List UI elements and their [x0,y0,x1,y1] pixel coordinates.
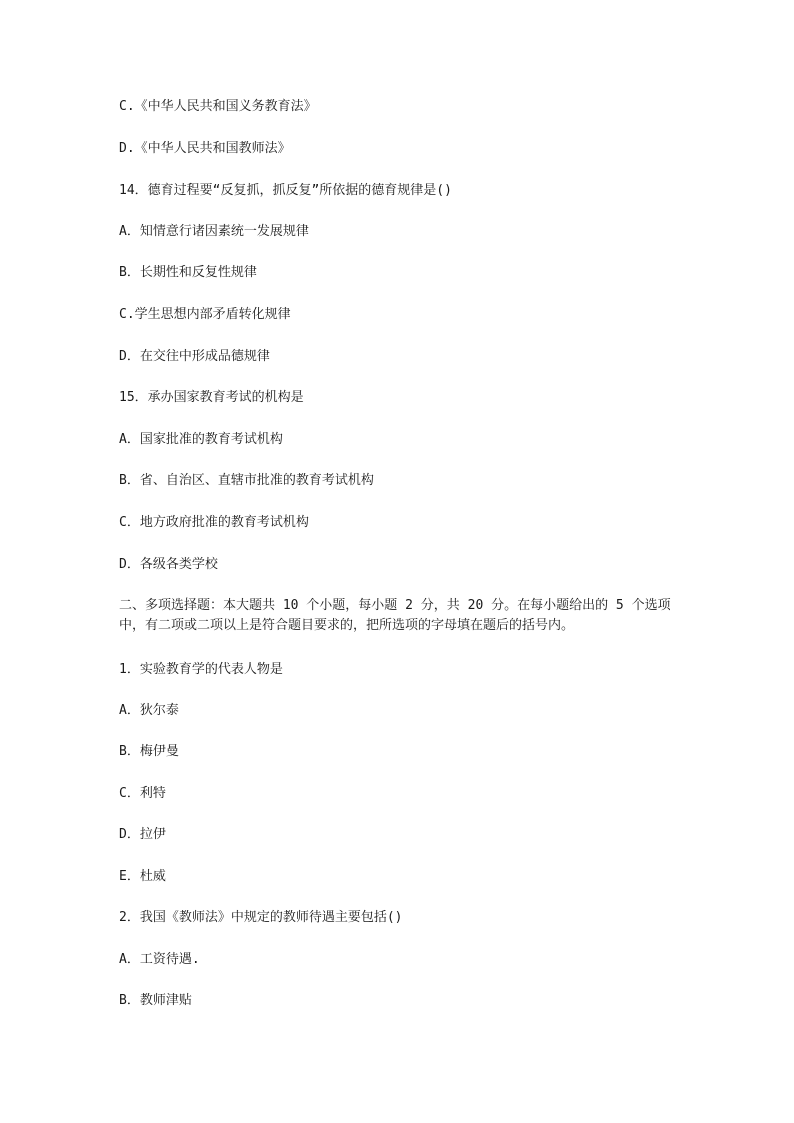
q15-option-c: C．地方政府批准的教育考试机构 [119,515,309,530]
q14-option-d: D．在交往中形成品德规律 [119,349,270,364]
mc-q1-option-e: E．杜威 [119,869,166,884]
q14-option-a: A．知情意行诸因素统一发展规律 [119,224,309,239]
q14-option-b: B．长期性和反复性规律 [119,265,257,280]
mc-question-1: 1．实验教育学的代表人物是 [119,662,283,677]
q15-option-d: D．各级各类学校 [119,557,218,572]
mc-question-2: 2．我国《教师法》中规定的教师待遇主要包括() [119,910,403,925]
option-c-compulsory-education-law: C.《中华人民共和国义务教育法》 [119,99,317,114]
mc-q2-option-b: B．教师津贴 [119,993,192,1008]
option-d-teachers-law: D.《中华人民共和国教师法》 [119,141,291,156]
mc-q1-option-d: D．拉伊 [119,827,166,842]
q14-option-c: C.学生思想内部矛盾转化规律 [119,307,291,322]
q15-option-b: B．省、自治区、直辖市批准的教育考试机构 [119,473,374,488]
question-14: 14．德育过程要“反复抓，抓反复”所依据的德育规律是() [119,183,452,198]
mc-q2-option-a: A．工资待遇. [119,952,200,967]
section-heading-multiple-choice: 二、多项选择题：本大题共 10 个小题，每小题 2 分，共 20 分。在每小题给出的 5 个选项中，有二项或二项以上是符合题目要求的，把所选项的字母填在题后的括号内。 [119,598,671,633]
mc-q1-option-c: C．利特 [119,786,166,801]
mc-q1-option-b: B．梅伊曼 [119,744,179,759]
q15-option-a: A．国家批准的教育考试机构 [119,432,283,447]
mc-q1-option-a: A．狄尔泰 [119,703,179,718]
question-15: 15．承办国家教育考试的机构是 [119,390,304,405]
